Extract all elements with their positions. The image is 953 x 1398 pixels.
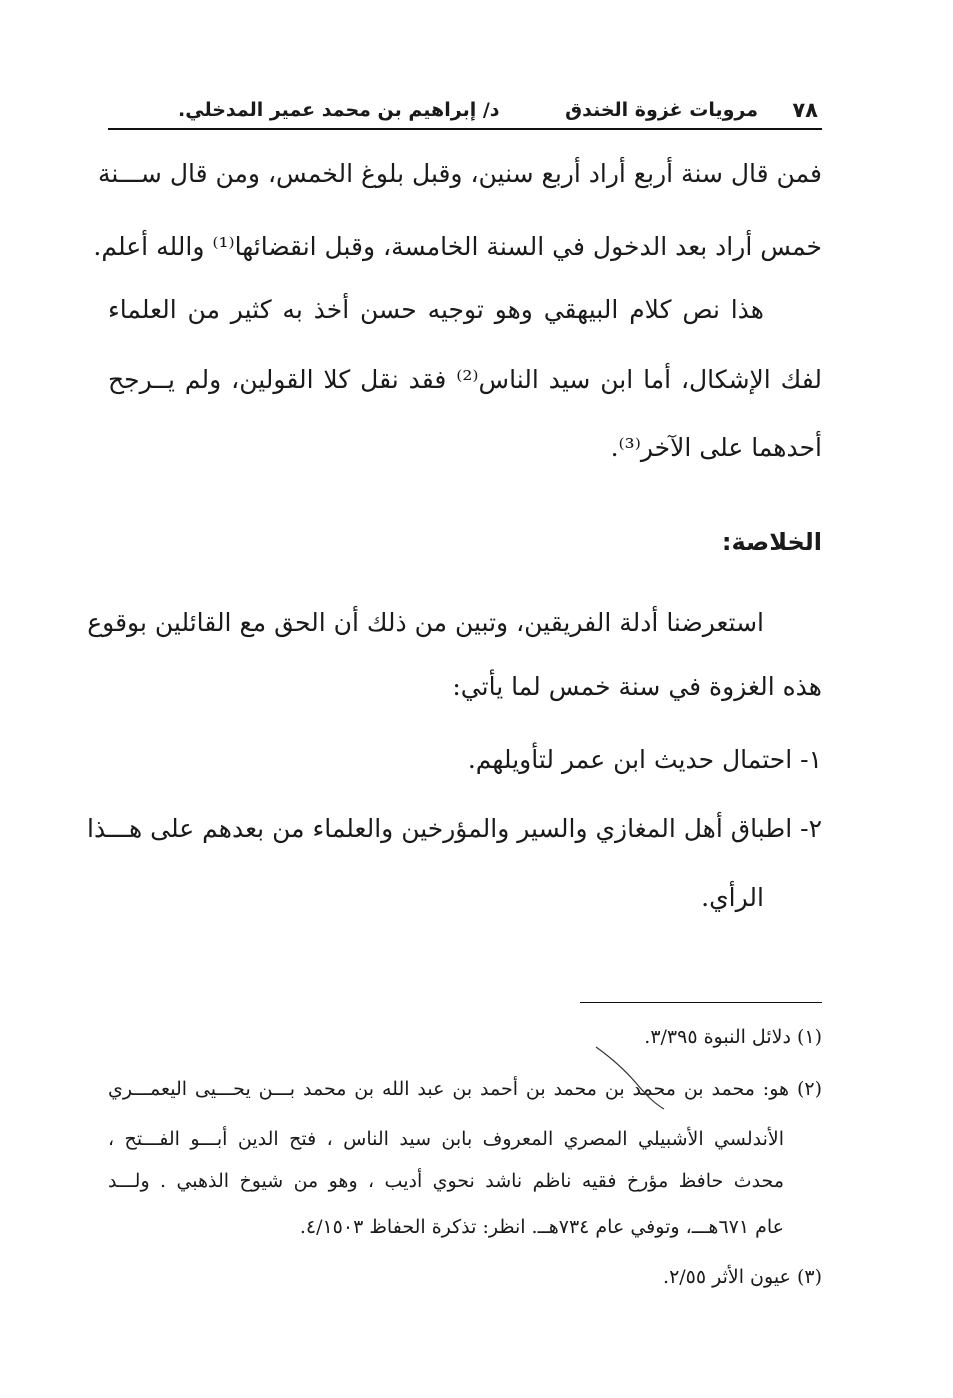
body-line: خمس أراد بعد الدخول في السنة الخامسة، وقبل انقضائها⁽¹⁾ والله أعلم. xyxy=(93,232,822,261)
summary-line: استعرضنا أدلة الفريقين، وتبين من ذلك أن الحق مع القائلين بوقوع xyxy=(87,608,764,637)
book-title: مرويات غزوة الخندق xyxy=(565,99,758,121)
running-header xyxy=(108,90,822,130)
footnote-line: محدث حافظ مؤرخ فقيه ناظم ناشد نحوي أديب ، وهو من شيوخ الذهبي . ولـــد xyxy=(108,1170,784,1192)
body-line: أحدهما على الآخر⁽³⁾. xyxy=(610,433,822,462)
footnote-line: (٣) عيون الأثر ٢/٥٥. xyxy=(663,1266,822,1288)
footnote-line: (١) دلائل النبوة ٣/٣٩٥. xyxy=(644,1026,822,1048)
body-line: هذا نص كلام البيهقي وهو توجيه حسن أخذ به كثير من العلماء xyxy=(108,295,764,324)
summary-line: هذه الغزوة في سنة خمس لما يأتي: xyxy=(452,672,822,701)
footnote-line: الأندلسي الأشبيلي المصري المعروف بابن سيد الناس ، فتح الدين أبـــو الفـــتح ، xyxy=(108,1128,784,1150)
footnote-line: (٢) هو: محمد بن محمد بن محمد بن أحمد بن عبد الله بن محمد بـــن يحـــيى اليعمـــري xyxy=(108,1078,822,1100)
body-line: فمن قال سنة أربع أراد أربع سنين، وقبل بلوغ الخمس، ومن قال ســـنة xyxy=(98,159,822,188)
author-name: د/ إبراهيم بن محمد عمير المدخلي. xyxy=(178,99,500,121)
list-item-continuation: الرأي. xyxy=(701,883,764,912)
list-item: ١- احتمال حديث ابن عمر لتأويلهم. xyxy=(467,745,822,774)
section-heading: الخلاصة: xyxy=(721,528,822,556)
body-line: لفك الإشكال، أما ابن سيد الناس⁽²⁾ فقد نقل كلا القولين، ولم يــرجح xyxy=(108,365,822,394)
footnote-separator xyxy=(580,1002,822,1003)
pen-mark xyxy=(590,1043,670,1113)
footnote-line: عام ٦٧١هـــ، وتوفي عام ٧٣٤هــ. انظر: تذكرة الحفاظ ٤/١٥٠٣. xyxy=(299,1216,784,1238)
list-item: ٢- اطباق أهل المغازي والسير والمؤرخين والعلماء من بعدهم على هـــذا xyxy=(87,814,822,843)
page-number: ٧٨ xyxy=(792,98,818,122)
